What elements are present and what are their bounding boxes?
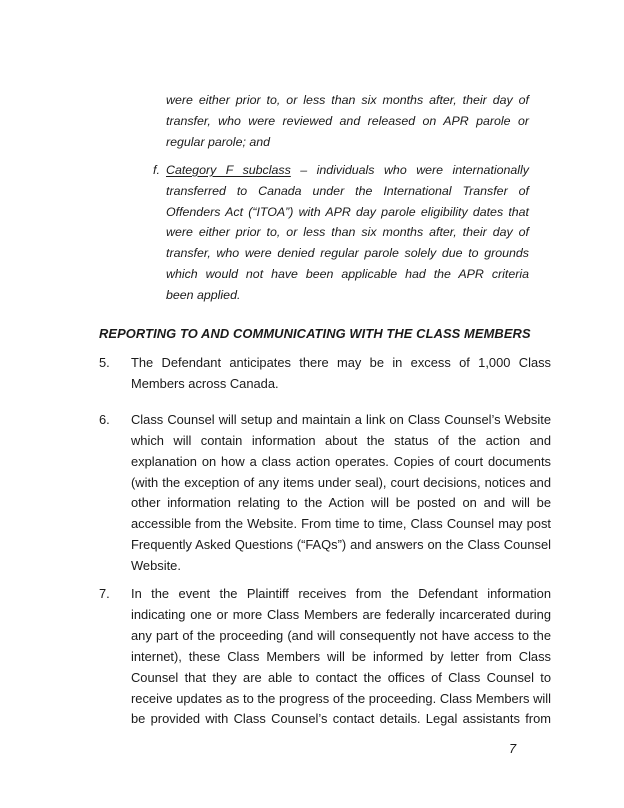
- text-line: receive updates as to the progress of the proceeding. Class Members will: [131, 690, 551, 706]
- text-line: transferred to Canada under the International Transfer of: [166, 183, 529, 198]
- section-heading: REPORTING TO AND COMMUNICATING WITH THE CLASS MEMBERS: [99, 326, 531, 342]
- paragraph-6: [99, 410, 551, 577]
- list-continuation-text: [166, 90, 529, 153]
- paragraph-5-text: [131, 353, 551, 395]
- text-line: The Defendant anticipates there may be in excess of 1,000 Class: [131, 354, 551, 370]
- text-line: accessible from the Website. From time to time, Class Counsel may post: [131, 516, 551, 532]
- text-line: Website.: [131, 558, 181, 574]
- list-item-f-marker: f.: [153, 162, 160, 177]
- text-line: were either prior to, or less than six months after, their day of: [166, 225, 529, 240]
- paragraph-7: [99, 584, 551, 730]
- text-line: Class Counsel will setup and maintain a link on Class Counsel’s Website: [131, 411, 551, 427]
- document-content: [99, 90, 551, 730]
- list-item-f-first-line-rest: – individuals who were internationally: [290, 162, 529, 177]
- text-line: (with the exception of any items under seal), court decisions, notices and: [131, 474, 551, 490]
- text-line: transfer, who were denied regular parole solely due to grounds: [166, 246, 529, 261]
- category-f-subclass-label: Category F subclass: [166, 162, 291, 177]
- list-item-e-continuation: [166, 90, 529, 153]
- text-line: internet), these Class Members will be informed by letter from Class: [131, 648, 551, 664]
- text-line: Counsel that they are able to contact the offices of Class Counsel to: [131, 669, 551, 685]
- paragraph-7-number: 7.: [99, 586, 110, 602]
- text-line: Offenders Act (“ITOA”) with APR day parole eligibility dates that: [166, 204, 529, 219]
- text-line: any part of the proceeding (and will consequently not have access to the: [131, 627, 551, 643]
- text-line: explanation on how a class action operates. Copies of court documents: [131, 453, 551, 469]
- text-line: indicating one or more Class Members are federally incarcerated during: [131, 606, 551, 622]
- text-line: were either prior to, or less than six months after, their day of: [166, 93, 529, 107]
- text-line: Frequently Asked Questions (“FAQs”) and answers on the Class Counsel: [131, 537, 551, 553]
- text-line: Members across Canada.: [131, 375, 279, 391]
- text-line: other information relating to the Action will be posted on and will be: [131, 495, 551, 511]
- paragraph-6-number: 6.: [99, 411, 110, 427]
- list-item-f: [153, 160, 529, 306]
- text-line: transfer, who were reviewed and released on APR parole or: [166, 113, 529, 128]
- text-line: which will contain information about the status of the action and: [131, 432, 551, 448]
- text-line: In the event the Plaintiff receives from the Defendant information: [131, 586, 551, 602]
- text-line: be provided with Class Counsel’s contact details. Legal assistants from: [131, 711, 551, 727]
- page-number: 7: [509, 741, 517, 756]
- text-line: regular parole; and: [166, 134, 271, 149]
- paragraph-6-text: [131, 410, 551, 577]
- text-line: which would not have been applicable had the APR criteria: [166, 267, 529, 282]
- list-item-f-first-line: [166, 160, 529, 181]
- paragraph-7-text: [131, 584, 551, 730]
- paragraph-5: [99, 353, 551, 395]
- list-item-f-text: [166, 181, 529, 306]
- paragraph-5-number: 5.: [99, 354, 110, 370]
- text-line: been applied.: [166, 288, 241, 303]
